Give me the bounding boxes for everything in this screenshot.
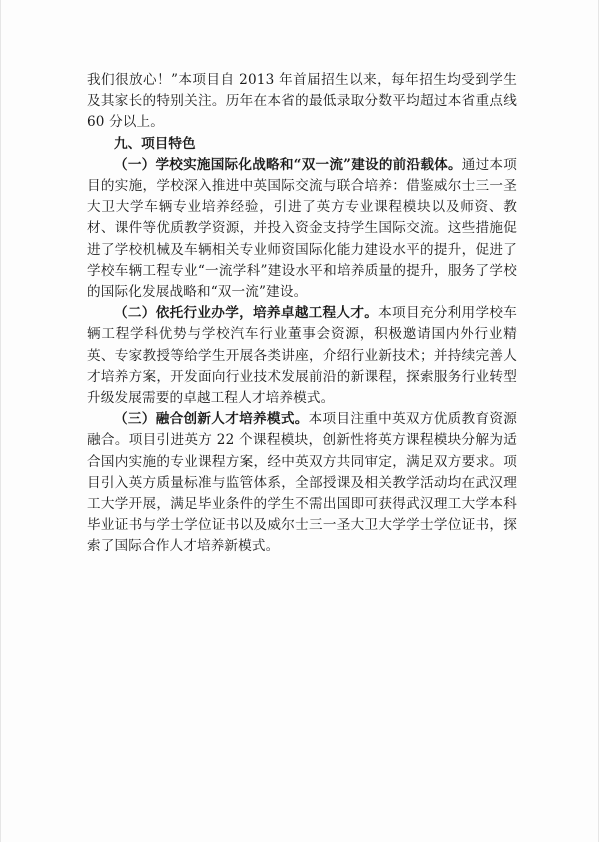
feature-body-3: 本项目注重中英双方优质教育资源融合。项目引进英方 22 个课程模块，创新性将英方课程模块分解为适合国内实施的专业课程方案，经中英双方共同审定，满足双方要求。项目引入英方质量标准与监管体系，全部授课及相关教学活动均在武汉理工大学开展，满足毕业条件的学生不需出国即可获得武汉理工大学本科毕业证书与学士学位证书以及威尔士三一圣大卫大学学士学位证书，探索了国际合作人才培养新模式。 xyxy=(87,411,517,555)
document-body xyxy=(87,70,517,558)
feature-paragraph-1 xyxy=(87,155,517,303)
feature-body-1: 通过本项目的实施，学校深入推进中英国际交流与联合培养：借鉴威尔士三一圣大卫大学车辆专业培养经验，引进了英方专业课程模块以及师资、教材、课件等优质教学资源，并投入资金支持学生国际交流。这些措施促进了学校机械及车辆相关专业师资国际化能力建设水平的提升，促进了学校车辆工程专业“一流学科”建设水平和培养质量的提升，服务了学校的国际化发展战略和“双一流”建设。 xyxy=(87,156,517,301)
feature-title-2: （二）依托行业办学，培养卓越工程人才。 xyxy=(114,305,379,322)
intro-paragraph: 我们很放心！”本项目自 2013 年首届招生以来，每年招生均受到学生及其家长的特别关注。历年在本省的最低录取分数平均超过本省重点线 60 分以上。 xyxy=(87,72,517,131)
section-heading: 九、项目特色 xyxy=(114,135,196,152)
feature-paragraph-2 xyxy=(87,303,517,409)
feature-paragraph-3 xyxy=(87,409,517,557)
feature-body-2: 本项目充分利用学校车辆工程学科优势与学校汽车行业董事会资源，积极邀请国内外行业精英、专家教授等给学生开展各类讲座，介绍行业新技术；并持续完善人才培养方案，开发面向行业技术发展前沿的新课程，探索服务行业转型升级发展需要的卓越工程人才培养模式。 xyxy=(87,305,517,407)
feature-title-1: （一）学校实施国际化战略和“双一流”建设的前沿载体。 xyxy=(114,156,462,173)
feature-title-3: （三）融合创新人才培养模式。 xyxy=(114,411,309,428)
